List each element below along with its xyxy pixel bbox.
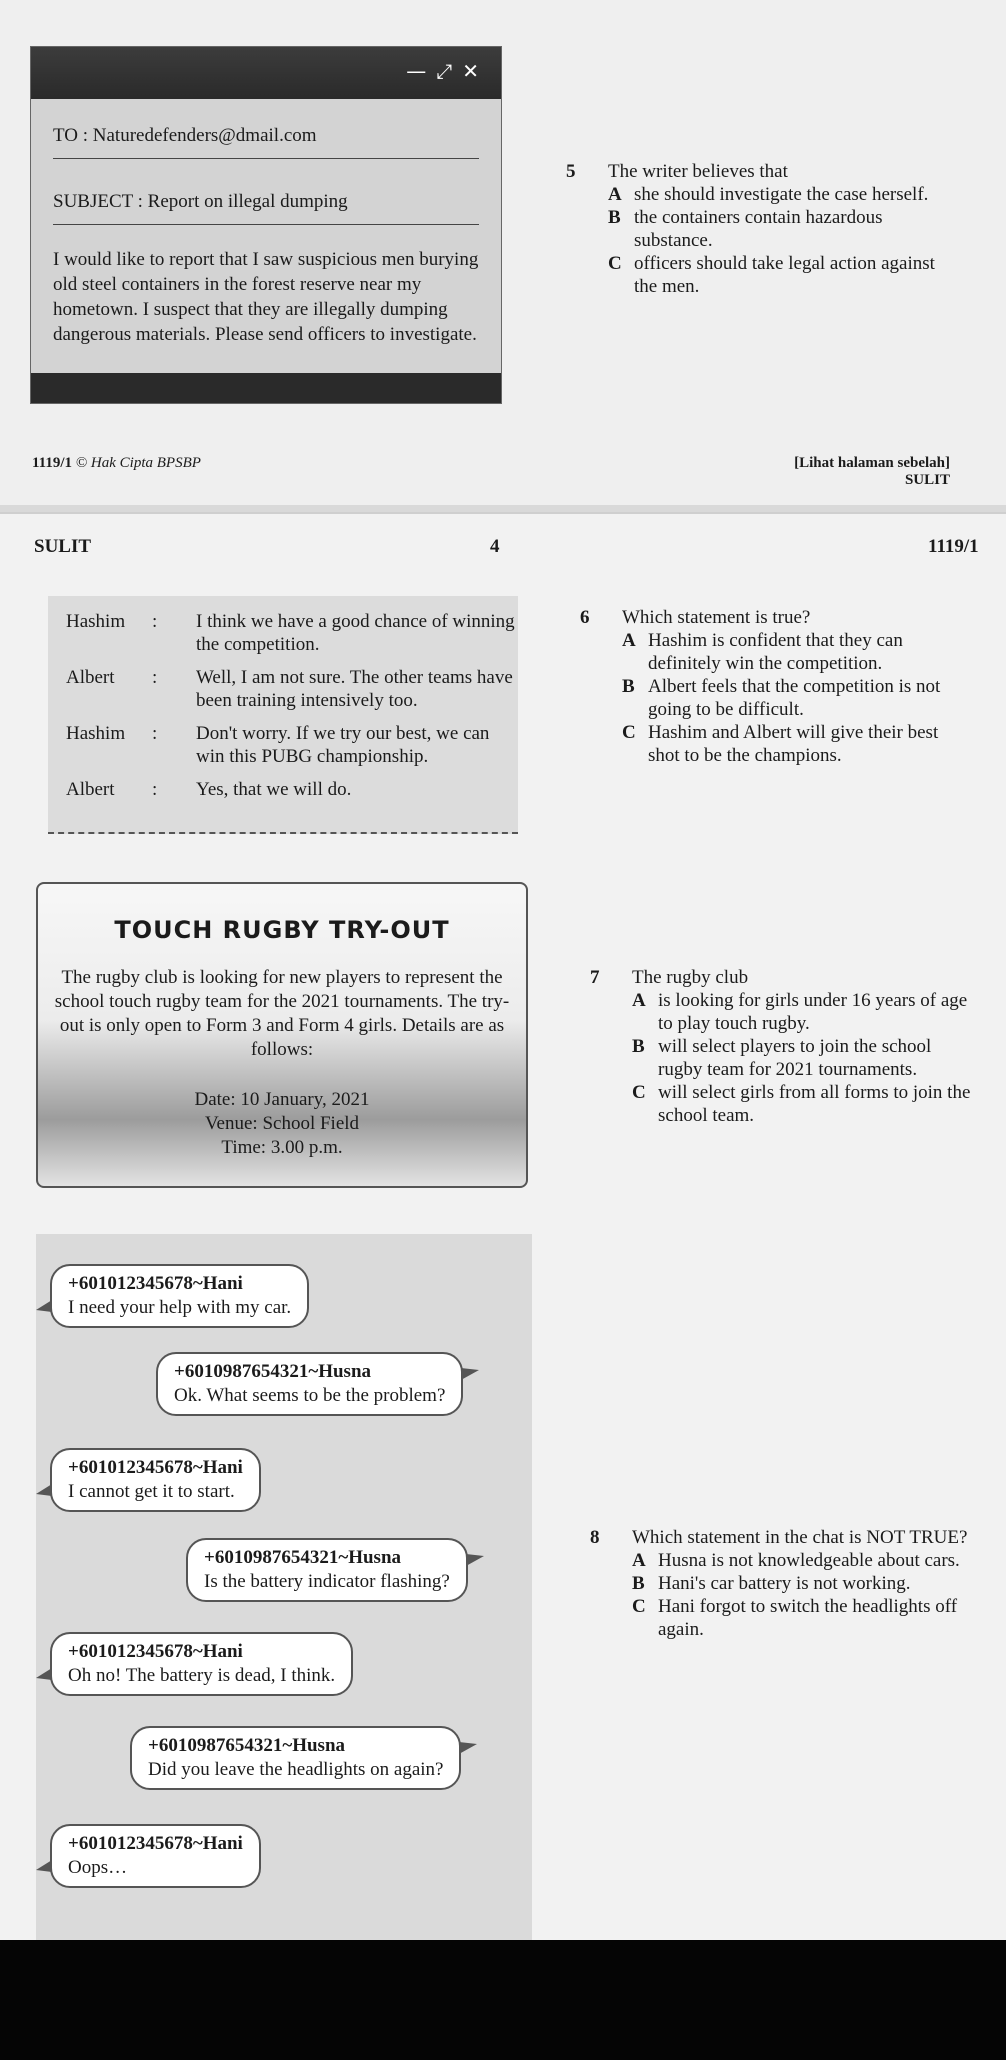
window-controls (406, 59, 489, 83)
minimize-icon: — (406, 59, 437, 83)
notice-time: Time: 3.00 p.m. (221, 1137, 343, 1158)
rugby-notice (36, 882, 528, 1188)
chat-text: I cannot get it to start. (68, 1481, 235, 1502)
notice-date: Date: 10 January, 2021 (194, 1089, 370, 1110)
dialogue-text: Yes, that we will do. (196, 779, 352, 800)
question-stem: Which statement is true? (622, 607, 811, 628)
email-titlebar (31, 47, 501, 99)
chat-message-husna (156, 1352, 463, 1416)
option-a[interactable]: A is looking for girls under 16 years of age to play touch rugby. (632, 990, 968, 1034)
notice-venue: Venue: School Field (204, 1113, 360, 1134)
dialogue-box (48, 596, 518, 834)
chat-message-husna (130, 1726, 461, 1790)
question-number: 7 (590, 967, 600, 988)
speaker: Hashim (66, 723, 126, 744)
question-stem: The rugby club (632, 967, 749, 988)
close-icon: ✕ (462, 59, 489, 83)
paper-code: 1119/1 (32, 455, 73, 471)
page-number: 4 (490, 536, 500, 557)
option-b[interactable]: B Hani's car battery is not working. (632, 1573, 911, 1594)
chat-sender: +601012345678~Hani (68, 1273, 243, 1294)
chat-sender: +6010987654321~Husna (204, 1547, 402, 1568)
chat-sender: +6010987654321~Husna (148, 1735, 346, 1756)
question-stem: Which statement in the chat is NOT TRUE? (632, 1527, 968, 1548)
chat-panel (36, 1234, 532, 1942)
option-c[interactable]: C Hani forgot to switch the headlights off again. (632, 1596, 958, 1640)
question-8 (590, 1526, 976, 1641)
page-gap (0, 505, 1006, 512)
speaker: Albert (66, 779, 115, 800)
chat-sender: +6010987654321~Husna (174, 1361, 372, 1382)
dialogue-text: Don't worry. If we try our best, we can win this PUBG championship. (196, 723, 490, 767)
email-body (31, 99, 501, 347)
notice-title: TOUCH RUGBY TRY-OUT (114, 916, 450, 944)
question-number: 6 (580, 607, 590, 628)
maximize-icon: ⤢ (436, 59, 463, 83)
speaker: Hashim (66, 611, 126, 632)
email-to: TO : Naturedefenders@dmail.com (53, 115, 479, 159)
email-window (30, 46, 502, 404)
email-subject: SUBJECT : Report on illegal dumping (53, 181, 479, 225)
exam-page-3 (0, 0, 1006, 505)
chat-text: I need your help with my car. (68, 1297, 292, 1318)
chat-text: Ok. What seems to be the problem? (174, 1385, 446, 1406)
question-6 (580, 606, 968, 767)
chat-text: Did you leave the headlights on again? (148, 1759, 444, 1780)
chat-sender: +601012345678~Hani (68, 1641, 243, 1662)
header-paper-code: 1119/1 (928, 536, 979, 557)
chat-message-husna (186, 1538, 468, 1602)
chat-message-hani (50, 1824, 261, 1888)
dialogue-text: I think we have a good chance of winning the competition. (196, 611, 515, 655)
question-number: 8 (590, 1527, 600, 1548)
option-b[interactable]: B the containers contain hazardous substance. (608, 207, 883, 251)
next-page-note: [Lihat halaman sebelah] (794, 455, 950, 471)
chat-sender: +601012345678~Hani (68, 1457, 243, 1478)
option-a[interactable]: A she should investigate the case herself. (608, 184, 929, 205)
chat-message-hani (50, 1448, 261, 1512)
option-b[interactable]: B will select players to join the school rugby team for 2021 tournaments. (632, 1036, 932, 1080)
page-footer-right (770, 455, 950, 489)
chat-message-hani (50, 1264, 309, 1328)
email-bottombar (31, 373, 501, 403)
copyright: © Hak Cipta BPSBP (75, 455, 201, 471)
exam-page-4 (0, 512, 1006, 1942)
chat-message-hani (50, 1632, 353, 1696)
question-5 (566, 160, 962, 298)
page-footer-left (32, 455, 201, 472)
scan-background (0, 1940, 1006, 2060)
dialogue-text: Well, I am not sure. The other teams have been training intensively too. (196, 667, 513, 711)
dialogue-line: Albert : Well, I am not sure. The other teams have been training intensively too. (66, 667, 513, 711)
dialogue-line: Albert : Yes, that we will do. (66, 779, 352, 800)
option-b[interactable]: B Albert feels that the competition is not going to be difficult. (622, 676, 941, 720)
email-message: I would like to report that I saw suspicious men burying old steel containers in the forest reserve near my hometown. I suspect that they are illegally dumping dangerous materials. Please send officers to investigate. (53, 249, 479, 345)
option-c[interactable]: C Hashim and Albert will give their best shot to be the champions. (622, 722, 939, 766)
question-7 (590, 966, 974, 1127)
option-c[interactable]: C will select girls from all forms to join the school team. (632, 1082, 971, 1126)
speaker: Albert (66, 667, 115, 688)
chat-text: Oh no! The battery is dead, I think. (68, 1665, 336, 1686)
header-sulit: SULIT (34, 536, 92, 557)
notice-text: The rugby club is looking for new players to represent the school touch rugby team for the 2021 tournaments. The try-out is only open to Form 3 and Form 4 girls. Details are as follows: (54, 967, 510, 1060)
option-a[interactable]: A Hashim is confident that they can definitely win the competition. (622, 630, 903, 674)
chat-text: Oops… (68, 1857, 128, 1878)
dialogue-line: Hashim : I think we have a good chance of winning the competition. (66, 611, 515, 655)
notice-details (38, 1088, 526, 1160)
question-stem: The writer believes that (608, 161, 788, 182)
option-a[interactable]: A Husna is not knowledgeable about cars. (632, 1550, 960, 1571)
option-c[interactable]: C officers should take legal action against the men. (608, 253, 935, 297)
chat-sender: +601012345678~Hani (68, 1833, 243, 1854)
chat-text: Is the battery indicator flashing? (204, 1571, 450, 1592)
sulit-mark: SULIT (904, 472, 950, 488)
dialogue-line: Hashim : Don't worry. If we try our best, we can win this PUBG championship. (66, 723, 490, 767)
question-number: 5 (566, 161, 576, 182)
